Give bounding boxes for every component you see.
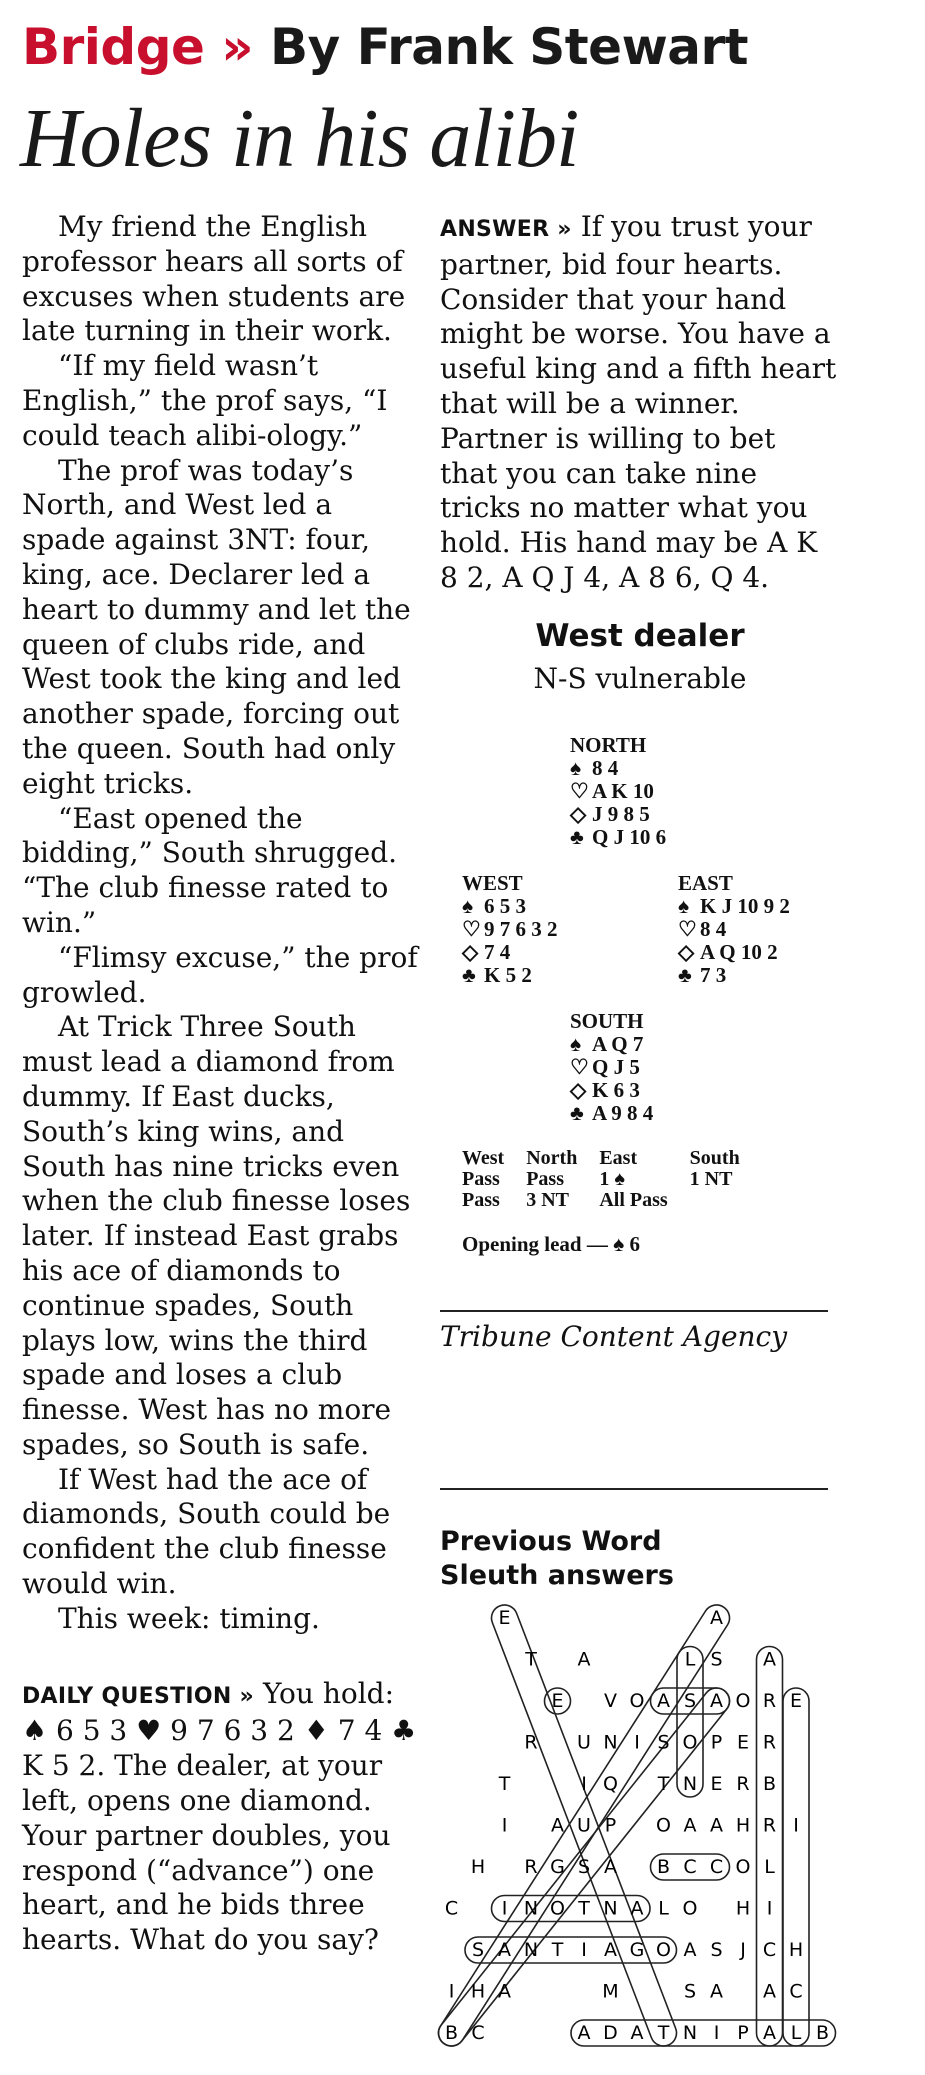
spade-icon: ♠ [570,756,582,780]
grid-letter: A [657,1690,670,1712]
grid-letter: R [762,1814,777,1837]
grid-letter: S [577,1856,591,1878]
diamonds-holding: A Q 10 2 [700,940,778,964]
auction-header: North [526,1147,578,1169]
grid-letter: T [657,1773,670,1795]
grid-letter: S [471,1939,485,1961]
grid-letter: B [815,2022,830,2044]
grid-letter: E [789,1690,803,1712]
body-paragraph: My friend the English professor hears all sorts of excuses when students are late turning in their work. [22,210,406,348]
grid-letter: I [581,1773,587,1795]
auction-call: Pass [462,1168,500,1190]
grid-letter: A [683,1939,697,1961]
divider [440,1310,828,1312]
hand-east [678,872,790,987]
grid-letter: T [525,1648,537,1671]
grid-letter: G [629,1939,645,1961]
daily-question-text: You hold: ♠ 6 5 3 ♥ 9 7 6 3 2 ♦ 7 4 ♣ K 5 2. The dealer, at your left, opens one diamond. Your partner doubles, you respond (“advance”) one heart, and he bids three hearts. What do you say? [22,1676,417,1957]
grid-letter: T [551,1939,564,1961]
grid-letter: A [710,1980,723,2003]
auction-call: 1 NT [689,1168,733,1190]
grid-letter: I [713,2022,720,2044]
hearts-holding: Q J 5 [592,1055,640,1079]
grid-letter: L [684,1648,696,1671]
grid-letter: A [630,1897,644,1920]
hand-label: EAST [678,871,733,895]
diamond-icon: ◇ [462,940,479,964]
grid-letter: I [501,1897,508,1920]
body-paragraph: “Flimsy excuse,” the prof growled. [22,940,418,1009]
auction-header: East [599,1147,638,1169]
diamond-icon: ◇ [678,940,695,964]
grid-letter: U [577,1814,591,1837]
grid-letter: O [682,1731,698,1754]
heart-icon: ♡ [462,917,481,941]
body-paragraph: This week: timing. [58,1601,320,1635]
grid-letter: A [710,1690,723,1712]
word-sleuth-grid [444,1600,850,2070]
grid-letter: A [710,1607,723,1629]
column-header [22,18,748,76]
answer-label: ANSWER » [440,217,572,242]
grid-letter: C [683,1856,697,1878]
grid-letter: I [793,1814,799,1837]
answer [440,210,840,596]
grid-letter: C [444,1897,459,1920]
grid-letter: S [657,1731,670,1754]
deal-title: West dealer [535,618,745,654]
answer-text: If you trust your partner, bid four hearts. Consider that your hand might be worse. You have a useful king and a fifth heart that will be a winner. Partner is willing to bet that you can take nine tricks no matter what you hold. His hand may be A K 8 2, A Q J 4, A 8 6, Q 4. [440,210,837,594]
diamonds-holding: K 6 3 [592,1078,640,1102]
hand-west [462,872,558,987]
grid-letter: O [735,1856,751,1878]
left-column [22,210,422,1958]
grid-letter: I [634,1731,640,1754]
grid-letter: N [682,2022,698,2044]
heart-icon: ♡ [678,917,697,941]
spades-holding: K J 10 9 2 [700,894,790,918]
grid-letter: H [735,1897,751,1920]
spades-holding: A Q 7 [592,1032,644,1056]
clubs-holding: K 5 2 [484,963,532,987]
grid-letter: S [683,1980,697,2003]
right-column [440,210,840,596]
grid-letter: A [710,1814,723,1837]
spade-icon: ♠ [462,894,474,918]
grid-letter: S [710,1648,723,1671]
grid-letter: A [577,2022,591,2044]
clubs-holding: 7 3 [700,963,727,987]
grid-letter: O [735,1690,751,1712]
grid-letter: L [764,1856,775,1878]
grid-letter: O [656,1814,671,1837]
club-icon: ♣ [678,963,692,987]
grid-letter: R [762,1731,777,1754]
auction-call [690,1190,762,1211]
grid-letter: T [578,1897,590,1920]
grid-letter: N [603,1897,618,1920]
word-sleuth-title [440,1525,674,1593]
heart-icon: ♡ [570,1055,589,1079]
hand-north [570,734,666,849]
grid-letter: P [710,1731,723,1754]
agency-credit: Tribune Content Agency [440,1320,788,1353]
spades-holding: 8 4 [592,756,619,780]
grid-letter: M [602,1980,619,2003]
grid-letter: L [658,1897,669,1920]
grid-letter: B [762,1773,777,1795]
grid-letter: L [790,2022,802,2044]
spade-icon: ♠ [678,894,690,918]
grid-letter: H [735,1814,751,1837]
grid-letter: R [736,1773,750,1795]
grid-letter: H [470,1980,486,2003]
section-label: Bridge » [22,18,254,76]
spades-holding: 6 5 3 [484,894,526,918]
body-paragraph: The prof was today’s North, and West led a spade against 3NT: four, king, ace. Declarer led a heart to dummy and let the queen of clubs ride, and West took the king and led another spade, forcing out the queen. South had only eight tricks. [22,453,411,800]
byline: By Frank Stewart [270,18,749,76]
hand-label: NORTH [570,733,647,757]
hand-label: SOUTH [570,1009,644,1033]
grid-letter: O [682,1897,698,1920]
auction-call: All Pass [599,1189,668,1211]
grid-letter: N [603,1731,618,1754]
grid-letter: H [788,1939,804,1961]
grid-letter: B [656,1856,671,1878]
grid-letter: C [709,1856,724,1878]
diamond-icon: ◇ [570,802,587,826]
grid-letter: N [523,1939,539,1961]
club-icon: ♣ [570,1101,584,1125]
grid-letter: A [577,1648,591,1671]
grid-letter: A [630,2022,644,2044]
grid-letter: I [581,1939,587,1961]
grid-letter: A [683,1814,697,1837]
body-paragraph: If West had the ace of diamonds, South could be confident the club finesse would win. [22,1462,391,1601]
grid-letter: A [498,1980,511,2003]
grid-letter: T [498,1773,511,1795]
grid-letter: A [604,1939,617,1961]
grid-letter: A [604,1856,617,1878]
grid-letter: D [603,2022,618,2044]
grid-letter: A [763,2022,776,2044]
grid-letter: P [604,1814,617,1837]
grid-letter: Q [603,1773,618,1795]
grid-letter: A [763,1648,776,1671]
diamonds-holding: J 9 8 5 [592,802,650,826]
word-sleuth-title-line: Previous Word [440,1526,662,1557]
hearts-holding: 9 7 6 3 2 [484,917,558,941]
grid-letter: S [683,1690,697,1712]
club-icon: ♣ [570,825,584,849]
grid-letter: O [629,1690,645,1712]
grid-letter: A [498,1939,511,1961]
divider [440,1488,828,1490]
grid-letter: O [550,1897,565,1920]
grid-letter: R [524,1731,538,1754]
clubs-holding: A 9 8 4 [592,1101,654,1125]
daily-question [22,1677,422,1958]
grid-letter: U [577,1731,591,1754]
diamond-icon: ◇ [570,1078,587,1102]
grid-letter: E [551,1690,564,1712]
diamonds-holding: 7 4 [484,940,511,964]
grid-letter: E [736,1731,750,1754]
hearts-holding: A K 10 [592,779,654,803]
hand-south [570,1010,653,1125]
headline: Holes in his alibi [20,92,579,185]
heart-icon: ♡ [570,779,589,803]
deal-subtitle: N-S vulnerable [533,662,747,695]
body-paragraph: “East opened the bidding,” South shrugged. “The club finesse rated to win.” [22,801,398,939]
auction [462,1148,762,1211]
grid-letter: A [551,1814,564,1837]
grid-letter: C [762,1939,777,1961]
grid-letter: O [656,1939,671,1961]
grid-letter: S [710,1939,723,1961]
grid-letter: T [657,2022,670,2044]
grid-letter: H [470,1856,486,1878]
grid-letter: G [550,1856,565,1878]
body-paragraph: At Trick Three South must lead a diamond from dummy. If East ducks, South’s king wins, and South has nine tricks even when the club finesse loses later. If instead East grabs his ace of diamonds to continue spades, South plays low, wins the third spade and loses a club finesse. West has no more spades, so South is safe. [22,1010,411,1461]
grid-letter: B [444,2022,459,2044]
grid-letter: E [710,1773,723,1795]
auction-call: Pass [462,1189,500,1211]
clubs-holding: Q J 10 6 [592,825,667,849]
grid-letter: I [501,1814,508,1837]
grid-letter: R [762,1690,777,1712]
spade-icon: ♠ [570,1032,582,1056]
grid-letter: N [523,1897,539,1920]
hand-label: WEST [462,871,523,895]
auction-call: Pass [526,1168,565,1190]
grid-letter: I [766,1897,773,1920]
auction-header: West [462,1147,505,1169]
grid-letter: N [682,1773,698,1795]
grid-letter: C [471,2022,485,2044]
auction-call: 1 ♠ [599,1168,625,1190]
grid-letter: A [763,1980,776,2003]
grid-letter: I [448,1980,455,2003]
club-icon: ♣ [462,963,476,987]
auction-call: 3 NT [526,1189,570,1211]
grid-letter: V [604,1690,617,1712]
grid-letter: P [737,2022,749,2044]
body-paragraph: “If my field wasn’t English,” the prof says, “I could teach alibi-ology.” [22,349,388,452]
grid-letter: C [789,1980,803,2003]
grid-letter: J [740,1939,746,1961]
grid-letter: R [524,1856,538,1878]
daily-question-label: DAILY QUESTION » [22,1683,255,1709]
auction-header: South [689,1147,740,1169]
opening-lead: Opening lead — ♠ 6 [462,1232,641,1256]
hearts-holding: 8 4 [700,917,727,941]
grid-letter: E [498,1607,511,1629]
word-sleuth-title-line: Sleuth answers [440,1560,674,1591]
